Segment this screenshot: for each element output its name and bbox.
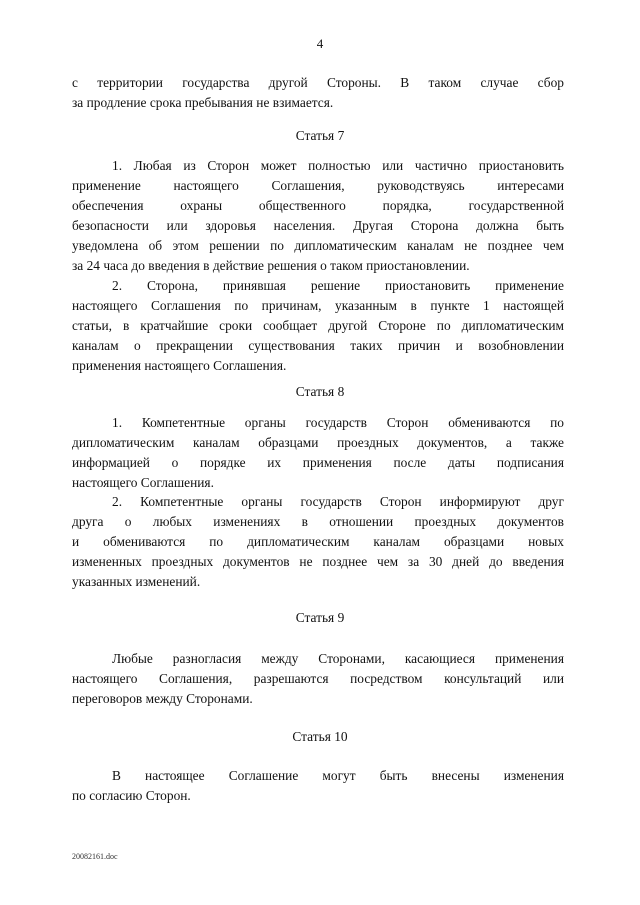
text-line: 1. Компетентные органы государств Сторон обмениваются по bbox=[112, 415, 564, 430]
text-line: 2. Сторона, принявшая решение приостановить применение bbox=[112, 278, 564, 293]
text-line: и обмениваются по дипломатическим каналам образцами новых bbox=[72, 534, 564, 549]
text-line: информацией о порядке их применения после даты подписания bbox=[72, 455, 564, 470]
text-line: измененных проездных документов не позднее чем за 30 дней до введения bbox=[72, 554, 564, 569]
text-line: по согласию Сторон. bbox=[72, 788, 191, 803]
paragraph-article-7-2 bbox=[72, 276, 564, 376]
text-line: настоящего Соглашения, разрешаются посредством консультаций или bbox=[72, 671, 564, 686]
text-line: указанных изменений. bbox=[72, 574, 201, 589]
text-line: 2. Компетентные органы государств Сторон информируют друг bbox=[112, 494, 564, 509]
paragraph-article-8-1 bbox=[72, 413, 564, 493]
text-line: 1. Любая из Сторон может полностью или частично приостановить bbox=[112, 158, 564, 173]
text-line: статьи, в кратчайшие сроки сообщает другой Стороне по дипломатическим bbox=[72, 318, 564, 333]
article-heading: Статья 10 bbox=[292, 729, 348, 744]
text-line: дипломатическим каналам образцами проездных документов, а также bbox=[72, 435, 564, 450]
text-line: настоящего Соглашения по причинам, указанным в пункте 1 настоящей bbox=[72, 298, 564, 313]
text-line: настоящего Соглашения. bbox=[72, 475, 214, 490]
text-line: каналам о прекращении существования таких причин и возобновлении bbox=[72, 338, 564, 353]
text-line: Любые разногласия между Сторонами, касающиеся применения bbox=[112, 651, 564, 666]
text-line: В настоящее Соглашение могут быть внесены изменения bbox=[112, 768, 564, 783]
page-number: 4 bbox=[316, 36, 324, 51]
text-line: применение настоящего Соглашения, руководствуясь интересами bbox=[72, 178, 564, 193]
text-line: уведомлена об этом решении по дипломатическим каналам не позднее чем bbox=[72, 238, 564, 253]
paragraph-article-9 bbox=[72, 649, 564, 709]
file-name-footer: 20082161.doc bbox=[72, 852, 118, 861]
text-line: применения настоящего Соглашения. bbox=[72, 358, 287, 373]
paragraph-article-7-1 bbox=[72, 156, 564, 276]
text-line: с территории государства другой Стороны. В таком случае сбор bbox=[72, 75, 564, 90]
text-line: обеспечения охраны общественного порядка, государственной bbox=[72, 198, 564, 213]
text-line: безопасности или здоровья населения. Другая Сторона должна быть bbox=[72, 218, 564, 233]
paragraph-article-10 bbox=[72, 766, 564, 806]
text-line: переговоров между Сторонами. bbox=[72, 691, 253, 706]
paragraph-continuation bbox=[72, 73, 564, 113]
article-heading: Статья 8 bbox=[295, 384, 345, 399]
text-line: за продление срока пребывания не взимается. bbox=[72, 95, 334, 110]
paragraph-article-8-2 bbox=[72, 492, 564, 592]
article-heading: Статья 7 bbox=[295, 128, 345, 143]
article-heading: Статья 9 bbox=[295, 610, 345, 625]
text-line: за 24 часа до введения в действие решения о таком приостановлении. bbox=[72, 258, 470, 273]
text-line: друга о любых изменениях в отношении проездных документов bbox=[72, 514, 564, 529]
